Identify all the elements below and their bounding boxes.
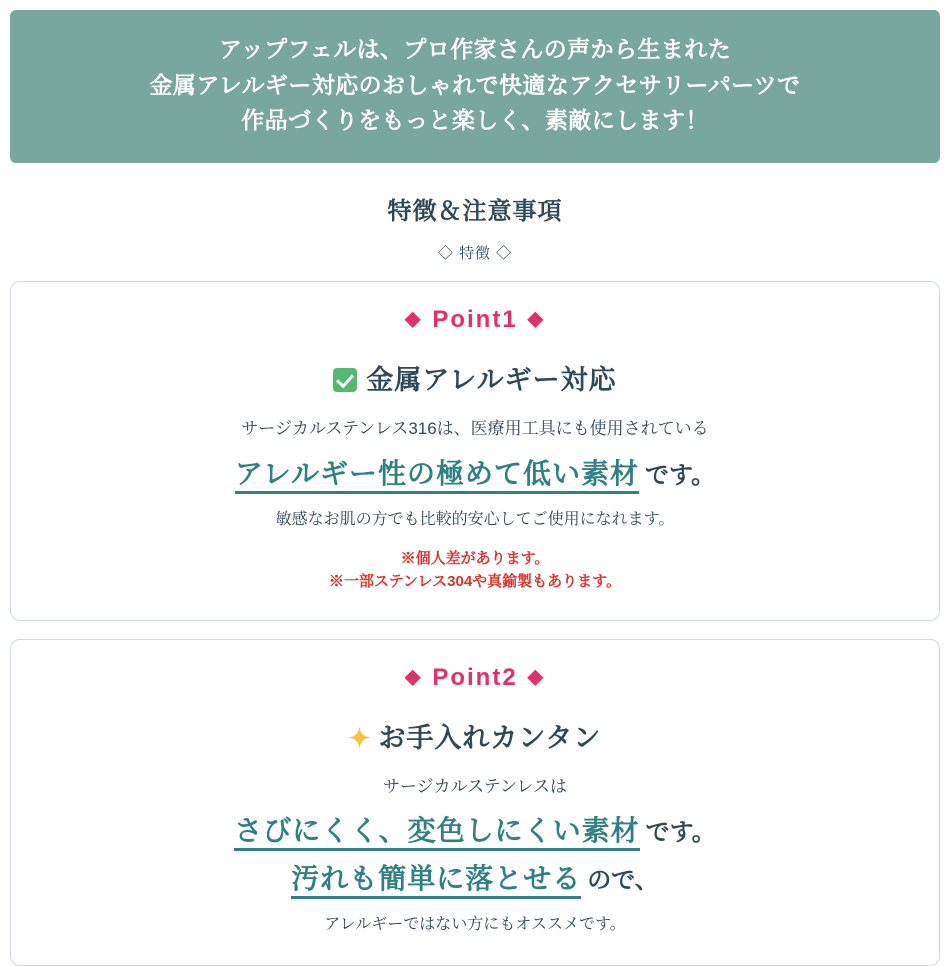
point1-line-1: サージカルステンレス316は、医療用工具にも使用されている bbox=[241, 418, 709, 438]
point2-highlight-row-2 bbox=[31, 857, 919, 897]
point2-highlight-2: 汚れも簡単に落とせる bbox=[291, 863, 581, 899]
point2-card bbox=[10, 639, 940, 966]
hero-line-3: 作品づくりをもっと楽しく、素敵にします！ bbox=[241, 107, 709, 134]
point1-highlight-row bbox=[31, 452, 919, 492]
point1-note-1: ※個人差があります。 bbox=[400, 550, 550, 567]
hero-banner bbox=[10, 10, 940, 163]
diamond-right-icon: ◆ bbox=[527, 307, 546, 330]
point2-heading bbox=[31, 716, 919, 755]
point2-highlight-2-tail: ので、 bbox=[587, 867, 659, 895]
diamond-right-icon: ◆ bbox=[527, 665, 546, 688]
section-subtitle: ◇ 特徴 ◇ bbox=[437, 244, 513, 262]
diamond-left-icon: ◆ bbox=[404, 307, 423, 330]
point1-line-2: 敏感なお肌の方でも比較的安心してご使用になれます。 bbox=[275, 510, 675, 528]
point2-label bbox=[31, 664, 919, 692]
sparkles-icon: ✦ bbox=[348, 722, 372, 753]
point1-label bbox=[31, 306, 919, 334]
point1-highlight-tail: です。 bbox=[645, 461, 716, 489]
page-root bbox=[0, 10, 950, 960]
hero-line-2: 金属アレルギー対応のおしゃれで快適なアクセサリーパーツで bbox=[149, 71, 801, 98]
point1-heading bbox=[31, 358, 919, 397]
green-check-icon bbox=[333, 368, 357, 392]
point2-highlight-1: さびにくく、変色しにくい素材 bbox=[234, 815, 639, 851]
point1-card bbox=[10, 281, 940, 621]
hero-line-1: アップフェルは、プロ作家さんの声から生まれた bbox=[218, 36, 732, 62]
point2-heading-text: お手入れカンタン bbox=[378, 722, 602, 753]
point1-note-2: ※一部ステンレス304や真鍮製もあります。 bbox=[329, 573, 621, 591]
point2-label-text: Point2 bbox=[432, 663, 518, 691]
point1-highlight: アレルギー性の極めて低い素材 bbox=[235, 458, 639, 494]
point2-line-1: サージカルステンレスは bbox=[382, 776, 568, 796]
section-title: 特徴＆注意事項 bbox=[387, 197, 563, 225]
point1-label-text: Point1 bbox=[432, 305, 518, 333]
point2-highlight-row-1 bbox=[31, 809, 919, 849]
diamond-left-icon: ◆ bbox=[404, 665, 423, 688]
point2-line-2: アレルギーではない方にもオススメです。 bbox=[324, 916, 626, 934]
point1-heading-text: 金属アレルギー対応 bbox=[366, 364, 617, 395]
point2-highlight-1-tail: です。 bbox=[645, 819, 716, 847]
